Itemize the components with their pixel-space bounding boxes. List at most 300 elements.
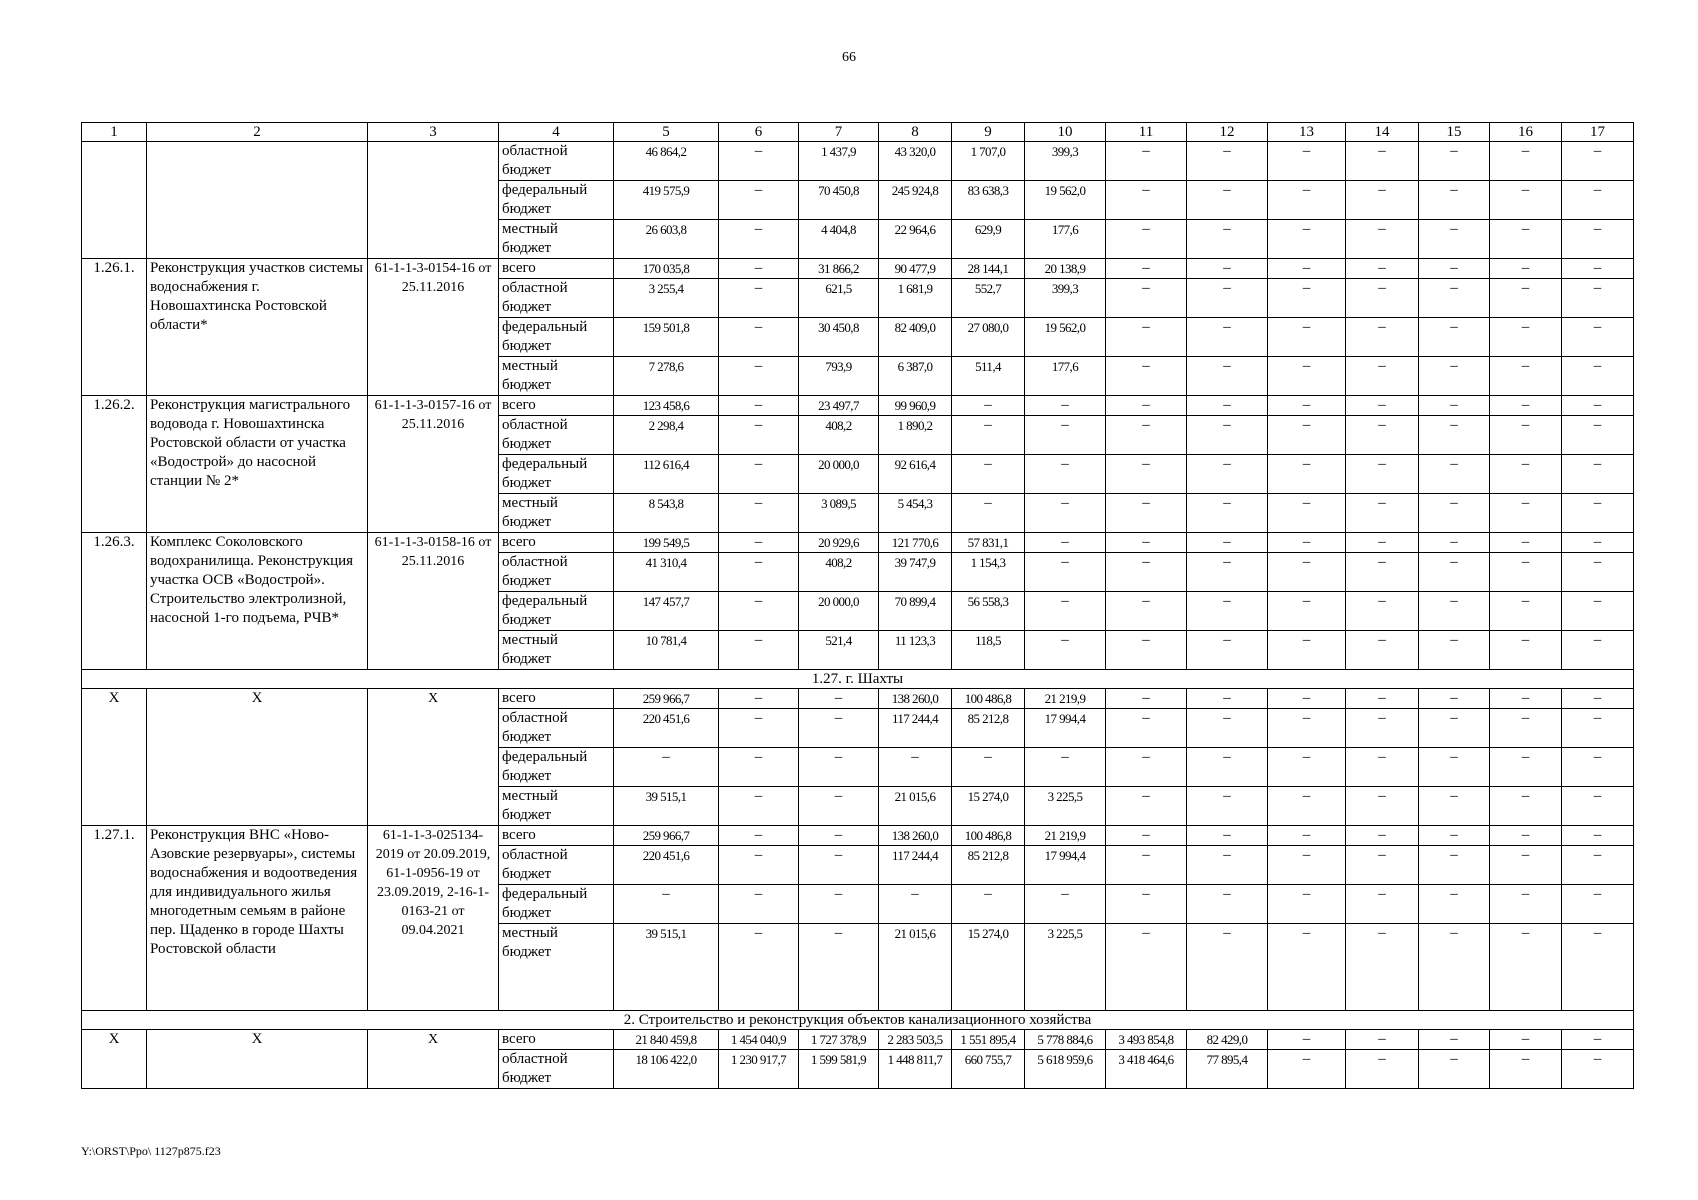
amount-cell: – — [1490, 220, 1562, 259]
amount-cell: – — [1562, 396, 1634, 416]
amount-cell: 82 409,0 — [879, 318, 952, 357]
amount-cell: – — [1419, 181, 1490, 220]
amount-cell: – — [1268, 279, 1346, 318]
amount-cell: – — [1490, 259, 1562, 279]
amount-cell: – — [1106, 748, 1187, 787]
funding-source: областной бюджет — [499, 553, 614, 592]
amount-cell: – — [1346, 318, 1419, 357]
amount-cell: 43 320,0 — [879, 142, 952, 181]
amount-cell: – — [719, 631, 799, 670]
amount-cell: – — [1187, 631, 1268, 670]
table-row — [82, 1030, 1634, 1050]
amount-cell: – — [1419, 1030, 1490, 1050]
column-header: 1 — [82, 123, 147, 142]
amount-cell: 19 562,0 — [1025, 318, 1106, 357]
amount-cell: 1 707,0 — [952, 142, 1025, 181]
amount-cell: – — [1562, 416, 1634, 455]
amount-cell: – — [1187, 885, 1268, 924]
item-number: 1.26.1. — [82, 259, 147, 396]
amount-cell: 85 212,8 — [952, 709, 1025, 748]
budget-table-container — [81, 122, 1626, 1089]
amount-cell: 220 451,6 — [614, 709, 719, 748]
amount-cell: – — [1106, 826, 1187, 846]
amount-cell: 629,9 — [952, 220, 1025, 259]
amount-cell: – — [1419, 279, 1490, 318]
amount-cell: 3 493 854,8 — [1106, 1030, 1187, 1050]
amount-cell: 3 225,5 — [1025, 924, 1106, 1011]
amount-cell: – — [719, 259, 799, 279]
amount-cell: – — [1268, 553, 1346, 592]
amount-cell: 46 864,2 — [614, 142, 719, 181]
amount-cell: – — [719, 416, 799, 455]
amount-cell: 5 454,3 — [879, 494, 952, 533]
funding-source: областной бюджет — [499, 709, 614, 748]
amount-cell: 118,5 — [952, 631, 1025, 670]
amount-cell: – — [1419, 689, 1490, 709]
amount-cell: – — [1419, 533, 1490, 553]
amount-cell: – — [719, 494, 799, 533]
item-name: Комплекс Соколовского водохранилища. Реконструкция участка ОСВ «Водострой». Строительство электролизной, насосной 1-го подъема, РЧВ* — [147, 533, 368, 670]
amount-cell: – — [1187, 396, 1268, 416]
amount-cell: – — [1490, 709, 1562, 748]
amount-cell: – — [1562, 318, 1634, 357]
amount-cell: 170 035,8 — [614, 259, 719, 279]
amount-cell: 56 558,3 — [952, 592, 1025, 631]
amount-cell: – — [1106, 318, 1187, 357]
column-header: 13 — [1268, 123, 1346, 142]
amount-cell: 1 681,9 — [879, 279, 952, 318]
amount-cell: 1 599 581,9 — [799, 1050, 879, 1089]
amount-cell: 3 418 464,6 — [1106, 1050, 1187, 1089]
amount-cell: 2 283 503,5 — [879, 1030, 952, 1050]
amount-cell: 117 244,4 — [879, 709, 952, 748]
amount-cell: – — [799, 826, 879, 846]
amount-cell: 31 866,2 — [799, 259, 879, 279]
amount-cell: – — [879, 748, 952, 787]
amount-cell: 1 551 895,4 — [952, 1030, 1025, 1050]
amount-cell: – — [1268, 259, 1346, 279]
amount-cell: – — [719, 689, 799, 709]
amount-cell: 83 638,3 — [952, 181, 1025, 220]
amount-cell: – — [1106, 357, 1187, 396]
amount-cell: – — [1419, 416, 1490, 455]
amount-cell: – — [719, 924, 799, 1011]
column-header: 4 — [499, 123, 614, 142]
amount-cell: 5 618 959,6 — [1025, 1050, 1106, 1089]
column-header: 12 — [1187, 123, 1268, 142]
amount-cell: – — [1419, 396, 1490, 416]
amount-cell: 18 106 422,0 — [614, 1050, 719, 1089]
amount-cell: – — [1562, 259, 1634, 279]
amount-cell: – — [719, 787, 799, 826]
amount-cell: 17 994,4 — [1025, 846, 1106, 885]
amount-cell: – — [1187, 494, 1268, 533]
amount-cell: – — [1025, 494, 1106, 533]
amount-cell: – — [1490, 396, 1562, 416]
amount-cell: – — [1268, 631, 1346, 670]
amount-cell: – — [1106, 494, 1187, 533]
funding-source: местный бюджет — [499, 357, 614, 396]
amount-cell: – — [1025, 455, 1106, 494]
funding-source: федеральный бюджет — [499, 748, 614, 787]
amount-cell: – — [1419, 259, 1490, 279]
amount-cell: 199 549,5 — [614, 533, 719, 553]
amount-cell: – — [614, 885, 719, 924]
amount-cell: – — [1187, 689, 1268, 709]
amount-cell: – — [1187, 220, 1268, 259]
amount-cell: – — [1106, 592, 1187, 631]
amount-cell: 39 515,1 — [614, 924, 719, 1011]
amount-cell: – — [1562, 1030, 1634, 1050]
amount-cell: – — [1562, 279, 1634, 318]
amount-cell: – — [1490, 181, 1562, 220]
amount-cell: – — [1346, 455, 1419, 494]
amount-cell: – — [1562, 689, 1634, 709]
amount-cell: – — [1187, 357, 1268, 396]
amount-cell: – — [1562, 357, 1634, 396]
amount-cell: 100 486,8 — [952, 826, 1025, 846]
budget-table — [81, 122, 1634, 1089]
amount-cell: 57 831,1 — [952, 533, 1025, 553]
funding-source: областной бюджет — [499, 1050, 614, 1089]
amount-cell: – — [1490, 787, 1562, 826]
amount-cell: – — [719, 592, 799, 631]
funding-source: областной бюджет — [499, 142, 614, 181]
amount-cell: – — [1025, 396, 1106, 416]
amount-cell: – — [1490, 318, 1562, 357]
amount-cell: – — [1187, 318, 1268, 357]
amount-cell: – — [1346, 396, 1419, 416]
table-row — [82, 396, 1634, 416]
amount-cell: 3 255,4 — [614, 279, 719, 318]
table-row — [82, 533, 1634, 553]
amount-cell: – — [1562, 1050, 1634, 1089]
amount-cell: – — [1419, 885, 1490, 924]
item-number: Х — [82, 1030, 147, 1089]
amount-cell: 70 899,4 — [879, 592, 952, 631]
file-path-footer: Y:\ORST\Ppo\ 1127p875.f23 — [81, 1144, 221, 1158]
amount-cell: 660 755,7 — [952, 1050, 1025, 1089]
column-header: 15 — [1419, 123, 1490, 142]
amount-cell: – — [719, 396, 799, 416]
amount-cell: – — [1346, 826, 1419, 846]
funding-source: федеральный бюджет — [499, 885, 614, 924]
amount-cell: – — [719, 142, 799, 181]
amount-cell: – — [952, 416, 1025, 455]
funding-source: местный бюджет — [499, 787, 614, 826]
amount-cell: – — [1025, 533, 1106, 553]
amount-cell: – — [1268, 181, 1346, 220]
amount-cell: 220 451,6 — [614, 846, 719, 885]
amount-cell: 121 770,6 — [879, 533, 952, 553]
amount-cell: 92 616,4 — [879, 455, 952, 494]
amount-cell: – — [1419, 748, 1490, 787]
amount-cell: – — [1490, 631, 1562, 670]
section-heading-row — [82, 670, 1634, 689]
amount-cell: 23 497,7 — [799, 396, 879, 416]
amount-cell: – — [1268, 455, 1346, 494]
amount-cell: 408,2 — [799, 553, 879, 592]
funding-source: всего — [499, 826, 614, 846]
amount-cell: 117 244,4 — [879, 846, 952, 885]
amount-cell: – — [1187, 553, 1268, 592]
amount-cell: – — [1490, 1050, 1562, 1089]
amount-cell: – — [1268, 318, 1346, 357]
amount-cell: – — [1346, 748, 1419, 787]
amount-cell: 85 212,8 — [952, 846, 1025, 885]
amount-cell: – — [719, 533, 799, 553]
amount-cell: – — [1268, 396, 1346, 416]
amount-cell: – — [1490, 885, 1562, 924]
column-header: 6 — [719, 123, 799, 142]
amount-cell: – — [1346, 259, 1419, 279]
amount-cell: – — [799, 924, 879, 1011]
funding-source: всего — [499, 533, 614, 553]
amount-cell: – — [719, 709, 799, 748]
section-title: 2. Строительство и реконструкция объектов канализационного хозяйства — [82, 1011, 1634, 1030]
amount-cell: – — [719, 357, 799, 396]
amount-cell: 112 616,4 — [614, 455, 719, 494]
amount-cell: 1 454 040,9 — [719, 1030, 799, 1050]
amount-cell: 177,6 — [1025, 357, 1106, 396]
amount-cell: 511,4 — [952, 357, 1025, 396]
amount-cell: 1 890,2 — [879, 416, 952, 455]
amount-cell: – — [1187, 259, 1268, 279]
amount-cell: – — [1562, 826, 1634, 846]
amount-cell: – — [799, 709, 879, 748]
amount-cell: – — [1106, 631, 1187, 670]
amount-cell: 1 437,9 — [799, 142, 879, 181]
amount-cell: – — [719, 826, 799, 846]
amount-cell: – — [1268, 709, 1346, 748]
amount-cell: – — [1419, 318, 1490, 357]
amount-cell: – — [1268, 885, 1346, 924]
amount-cell: – — [1268, 142, 1346, 181]
amount-cell: – — [1419, 455, 1490, 494]
amount-cell: – — [1562, 748, 1634, 787]
amount-cell: 20 000,0 — [799, 592, 879, 631]
amount-cell: – — [1187, 142, 1268, 181]
amount-cell: – — [1346, 142, 1419, 181]
amount-cell: – — [1346, 885, 1419, 924]
amount-cell: 30 450,8 — [799, 318, 879, 357]
amount-cell: – — [1106, 259, 1187, 279]
amount-cell: – — [1268, 846, 1346, 885]
section-title: 1.27. г. Шахты — [82, 670, 1634, 689]
amount-cell: 3 089,5 — [799, 494, 879, 533]
amount-cell: – — [1187, 533, 1268, 553]
amount-cell: – — [1346, 494, 1419, 533]
amount-cell: 70 450,8 — [799, 181, 879, 220]
amount-cell: 2 298,4 — [614, 416, 719, 455]
amount-cell: 82 429,0 — [1187, 1030, 1268, 1050]
funding-source: всего — [499, 689, 614, 709]
column-header: 17 — [1562, 123, 1634, 142]
approval-code: 61-1-1-3-0157-16 от 25.11.2016 — [368, 396, 499, 533]
amount-cell: – — [1419, 631, 1490, 670]
amount-cell: – — [1419, 787, 1490, 826]
amount-cell: – — [1268, 689, 1346, 709]
amount-cell: – — [1562, 787, 1634, 826]
amount-cell: 399,3 — [1025, 279, 1106, 318]
amount-cell: – — [1346, 787, 1419, 826]
amount-cell: – — [1187, 924, 1268, 1011]
amount-cell: – — [1346, 416, 1419, 455]
amount-cell: 147 457,7 — [614, 592, 719, 631]
column-header: 16 — [1490, 123, 1562, 142]
amount-cell: – — [1562, 533, 1634, 553]
amount-cell: – — [1106, 220, 1187, 259]
amount-cell: – — [1562, 924, 1634, 1011]
amount-cell: – — [1346, 709, 1419, 748]
amount-cell: – — [1187, 748, 1268, 787]
amount-cell: 3 225,5 — [1025, 787, 1106, 826]
amount-cell: – — [1025, 416, 1106, 455]
amount-cell: – — [719, 318, 799, 357]
amount-cell: – — [1106, 553, 1187, 592]
amount-cell: – — [1346, 1030, 1419, 1050]
amount-cell: 20 138,9 — [1025, 259, 1106, 279]
amount-cell: – — [799, 748, 879, 787]
amount-cell: – — [1106, 846, 1187, 885]
funding-source: федеральный бюджет — [499, 592, 614, 631]
amount-cell: – — [1419, 494, 1490, 533]
amount-cell: – — [1268, 787, 1346, 826]
amount-cell: 177,6 — [1025, 220, 1106, 259]
amount-cell: 399,3 — [1025, 142, 1106, 181]
funding-source: всего — [499, 259, 614, 279]
amount-cell: – — [1268, 1030, 1346, 1050]
amount-cell: – — [1346, 924, 1419, 1011]
amount-cell: – — [1346, 631, 1419, 670]
amount-cell: – — [1187, 416, 1268, 455]
amount-cell: – — [1490, 748, 1562, 787]
amount-cell: 27 080,0 — [952, 318, 1025, 357]
amount-cell: – — [1268, 494, 1346, 533]
amount-cell: 1 230 917,7 — [719, 1050, 799, 1089]
column-number-header — [82, 123, 1634, 142]
amount-cell: – — [1490, 846, 1562, 885]
amount-cell: – — [1268, 592, 1346, 631]
amount-cell: – — [1106, 279, 1187, 318]
amount-cell: – — [1106, 885, 1187, 924]
amount-cell: 138 260,0 — [879, 826, 952, 846]
amount-cell: – — [1490, 357, 1562, 396]
amount-cell: – — [1187, 592, 1268, 631]
amount-cell: 621,5 — [799, 279, 879, 318]
amount-cell: – — [1106, 924, 1187, 1011]
amount-cell: – — [1106, 689, 1187, 709]
funding-source: федеральный бюджет — [499, 318, 614, 357]
amount-cell: – — [1106, 396, 1187, 416]
amount-cell: – — [952, 748, 1025, 787]
table-row — [82, 142, 1634, 181]
amount-cell: 41 310,4 — [614, 553, 719, 592]
amount-cell: – — [1106, 142, 1187, 181]
item-number: 1.26.3. — [82, 533, 147, 670]
funding-source: областной бюджет — [499, 416, 614, 455]
amount-cell: – — [1268, 220, 1346, 259]
amount-cell: – — [799, 787, 879, 826]
amount-cell: – — [1268, 924, 1346, 1011]
amount-cell: – — [952, 885, 1025, 924]
amount-cell: – — [1268, 357, 1346, 396]
amount-cell: 1 448 811,7 — [879, 1050, 952, 1089]
amount-cell: – — [1187, 279, 1268, 318]
amount-cell: – — [1346, 689, 1419, 709]
amount-cell: – — [1419, 709, 1490, 748]
table-row — [82, 259, 1634, 279]
amount-cell: – — [1490, 592, 1562, 631]
amount-cell: 552,7 — [952, 279, 1025, 318]
amount-cell: – — [1268, 533, 1346, 553]
amount-cell: 138 260,0 — [879, 689, 952, 709]
amount-cell: – — [1419, 846, 1490, 885]
approval-code: 61-1-1-3-0154-16 от 25.11.2016 — [368, 259, 499, 396]
amount-cell: 39 747,9 — [879, 553, 952, 592]
amount-cell: – — [1562, 846, 1634, 885]
amount-cell: 408,2 — [799, 416, 879, 455]
amount-cell: – — [1025, 592, 1106, 631]
amount-cell: – — [1419, 142, 1490, 181]
funding-source: местный бюджет — [499, 924, 614, 1011]
funding-source: федеральный бюджет — [499, 455, 614, 494]
approval-code: 61-1-1-3-025134-2019 от 20.09.2019, 61-1-0956-19 от 23.09.2019, 2-16-1-0163-21 от 09.04.2021 — [368, 826, 499, 1011]
amount-cell: – — [1346, 533, 1419, 553]
amount-cell: 8 543,8 — [614, 494, 719, 533]
column-header: 11 — [1106, 123, 1187, 142]
item-name: Х — [147, 689, 368, 826]
amount-cell: 20 929,6 — [799, 533, 879, 553]
amount-cell: – — [1490, 826, 1562, 846]
approval-code — [368, 142, 499, 259]
amount-cell: – — [1106, 416, 1187, 455]
amount-cell: 159 501,8 — [614, 318, 719, 357]
column-header: 8 — [879, 123, 952, 142]
amount-cell: – — [1419, 220, 1490, 259]
amount-cell: – — [1490, 533, 1562, 553]
approval-code: Х — [368, 689, 499, 826]
item-name: Реконструкция ВНС «Ново-Азовские резервуары», системы водоснабжения и водоотведения для индивидуального жилья многодетным семьям в районе пер. Щаденко в городе Шахты Ростовской области — [147, 826, 368, 1011]
amount-cell: – — [614, 748, 719, 787]
amount-cell: – — [1419, 553, 1490, 592]
amount-cell: 20 000,0 — [799, 455, 879, 494]
amount-cell: 15 274,0 — [952, 924, 1025, 1011]
column-header: 10 — [1025, 123, 1106, 142]
amount-cell: – — [1346, 181, 1419, 220]
amount-cell: 28 144,1 — [952, 259, 1025, 279]
item-number — [82, 142, 147, 259]
amount-cell: – — [1419, 592, 1490, 631]
funding-source: областной бюджет — [499, 279, 614, 318]
amount-cell: – — [1106, 455, 1187, 494]
amount-cell: – — [719, 220, 799, 259]
amount-cell: 26 603,8 — [614, 220, 719, 259]
amount-cell: 259 966,7 — [614, 689, 719, 709]
amount-cell: – — [1562, 553, 1634, 592]
amount-cell: – — [1106, 709, 1187, 748]
amount-cell: – — [1106, 181, 1187, 220]
column-header: 2 — [147, 123, 368, 142]
amount-cell: – — [1419, 1050, 1490, 1089]
amount-cell: – — [952, 455, 1025, 494]
amount-cell: 1 727 378,9 — [799, 1030, 879, 1050]
amount-cell: – — [952, 396, 1025, 416]
amount-cell: 21 840 459,8 — [614, 1030, 719, 1050]
amount-cell: – — [1346, 846, 1419, 885]
amount-cell: – — [719, 748, 799, 787]
funding-source: областной бюджет — [499, 846, 614, 885]
